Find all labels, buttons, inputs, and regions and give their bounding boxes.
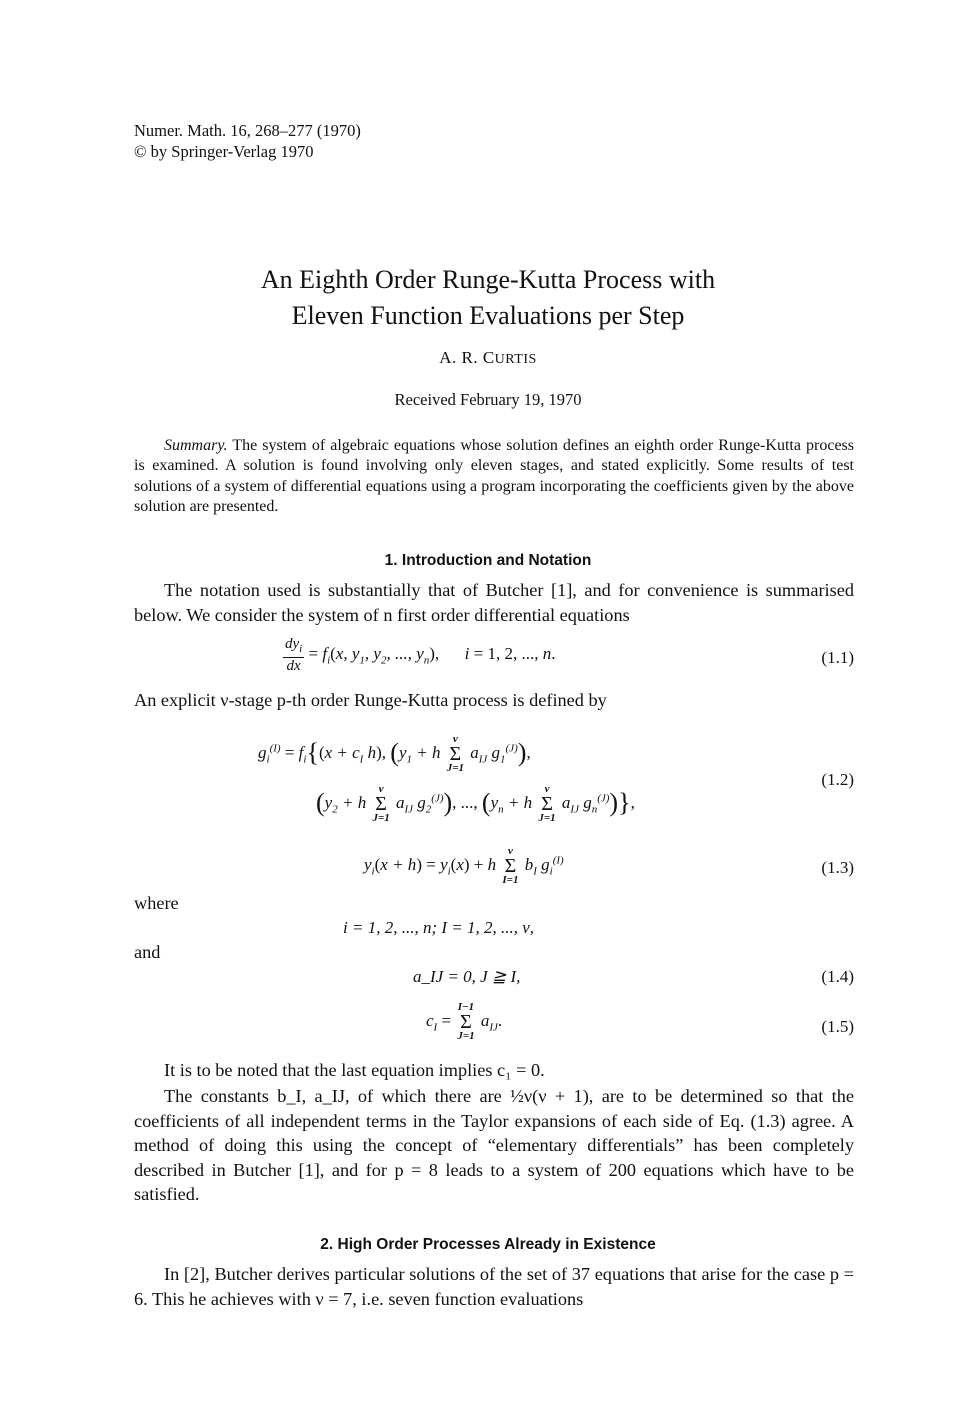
- copyright-line: © by Springer-Verlag 1970: [134, 142, 314, 161]
- and-word: and: [134, 942, 161, 962]
- section-heading-2: 2. High Order Processes Already in Existence: [320, 1236, 656, 1253]
- index-ranges: i = 1, 2, ..., n; I = 1, 2, ..., ν,: [343, 918, 535, 937]
- author-surname: URTIS: [494, 352, 537, 367]
- section2-para1: In [2], Butcher derives particular solutions of the set of 37 equations that arise for the case p = 6. This he achieves with ν = 7, i.e. seven function evaluations: [134, 1264, 854, 1309]
- journal-line: Numer. Math. 16, 268–277 (1970): [134, 121, 361, 140]
- paper-title: [0, 262, 976, 334]
- equation-number-1-3: (1.3): [821, 858, 854, 877]
- where-word: where: [134, 893, 179, 913]
- section1-para2: An explicit ν-stage p-th order Runge-Kutta process is defined by: [134, 690, 607, 710]
- summary-text: The system of algebraic equations whose solution defines an eighth order Runge-Kutta process is examined. A solution is found involving only eleven stages, and stated explicitly. Some results of test solutions of a system of differential equations using a program incorporating the coefficients given by the above solution are presented.: [134, 437, 854, 515]
- equation-1-2-line2: ($y_2 + h$ ν Σ J=1 $a_{IJ}$ $g_2^{(J)}$), ..., ($y_n + h$ ν Σ J=1 $a_{IJ}$ $g_n^{(J)}$)},: [316, 783, 635, 824]
- summary-label: Summary.: [164, 437, 228, 454]
- equation-number-1-2: (1.2): [821, 770, 854, 789]
- equation-1-4: a_IJ = 0, J ≧ I,: [413, 967, 521, 986]
- equation-1-5: $c_I$ = I−1 Σ J=1 $a_{IJ}$.: [426, 1001, 503, 1042]
- journal-reference: [134, 120, 361, 162]
- equation-number-1-4: (1.4): [821, 967, 854, 986]
- section1-para3: It is to be noted that the last equation implies c₁ = 0.: [164, 1060, 545, 1080]
- equation-number-1-5: (1.5): [821, 1017, 854, 1036]
- equation-number-1-1: (1.1): [821, 648, 854, 667]
- summary: [134, 436, 854, 517]
- equation-1-3: $y_i(x + h) = y_i(x) + h$ ν Σ I=1 $b_I$ $g_i^{(I)}$: [364, 845, 564, 886]
- equation-1-1: $\frac{dy_i}{dx}$ = $f_i(x$, $y_1$, $y_2$, ..., $y_n$), i = 1, 2, ..., n.: [285, 636, 556, 674]
- author: [0, 348, 976, 368]
- title-line-2: Eleven Function Evaluations per Step: [291, 301, 685, 330]
- section-heading-1: 1. Introduction and Notation: [384, 552, 592, 569]
- received-date: Received February 19, 1970: [394, 390, 582, 409]
- section1-para4: The constants b_I, a_IJ, of which there are ½ν(ν + 1), are to be determined so that the coefficients of all independent terms in the Taylor expansions of each side of Eq. (1.3) agree. A method of doing this using the concept of “elementary differentials” has been completely described in Butcher [1], and for p = 8 leads to a system of 200 equations which have to be satisfied.: [134, 1086, 854, 1204]
- title-line-1: An Eighth Order Runge-Kutta Process with: [260, 265, 716, 294]
- section1-para1: The notation used is substantially that of Butcher [1], and for convenience is summarised below. We consider the system of n first order differential equations: [134, 580, 854, 625]
- author-initials: A. R. C: [439, 348, 495, 367]
- equation-1-2-line1: $g_i^{(I)} = f_i\{(x + c_I$ h), ($y_1 + h$ ν Σ J=1 $a_{IJ}$ $g_1^{(J)}$),: [258, 733, 531, 774]
